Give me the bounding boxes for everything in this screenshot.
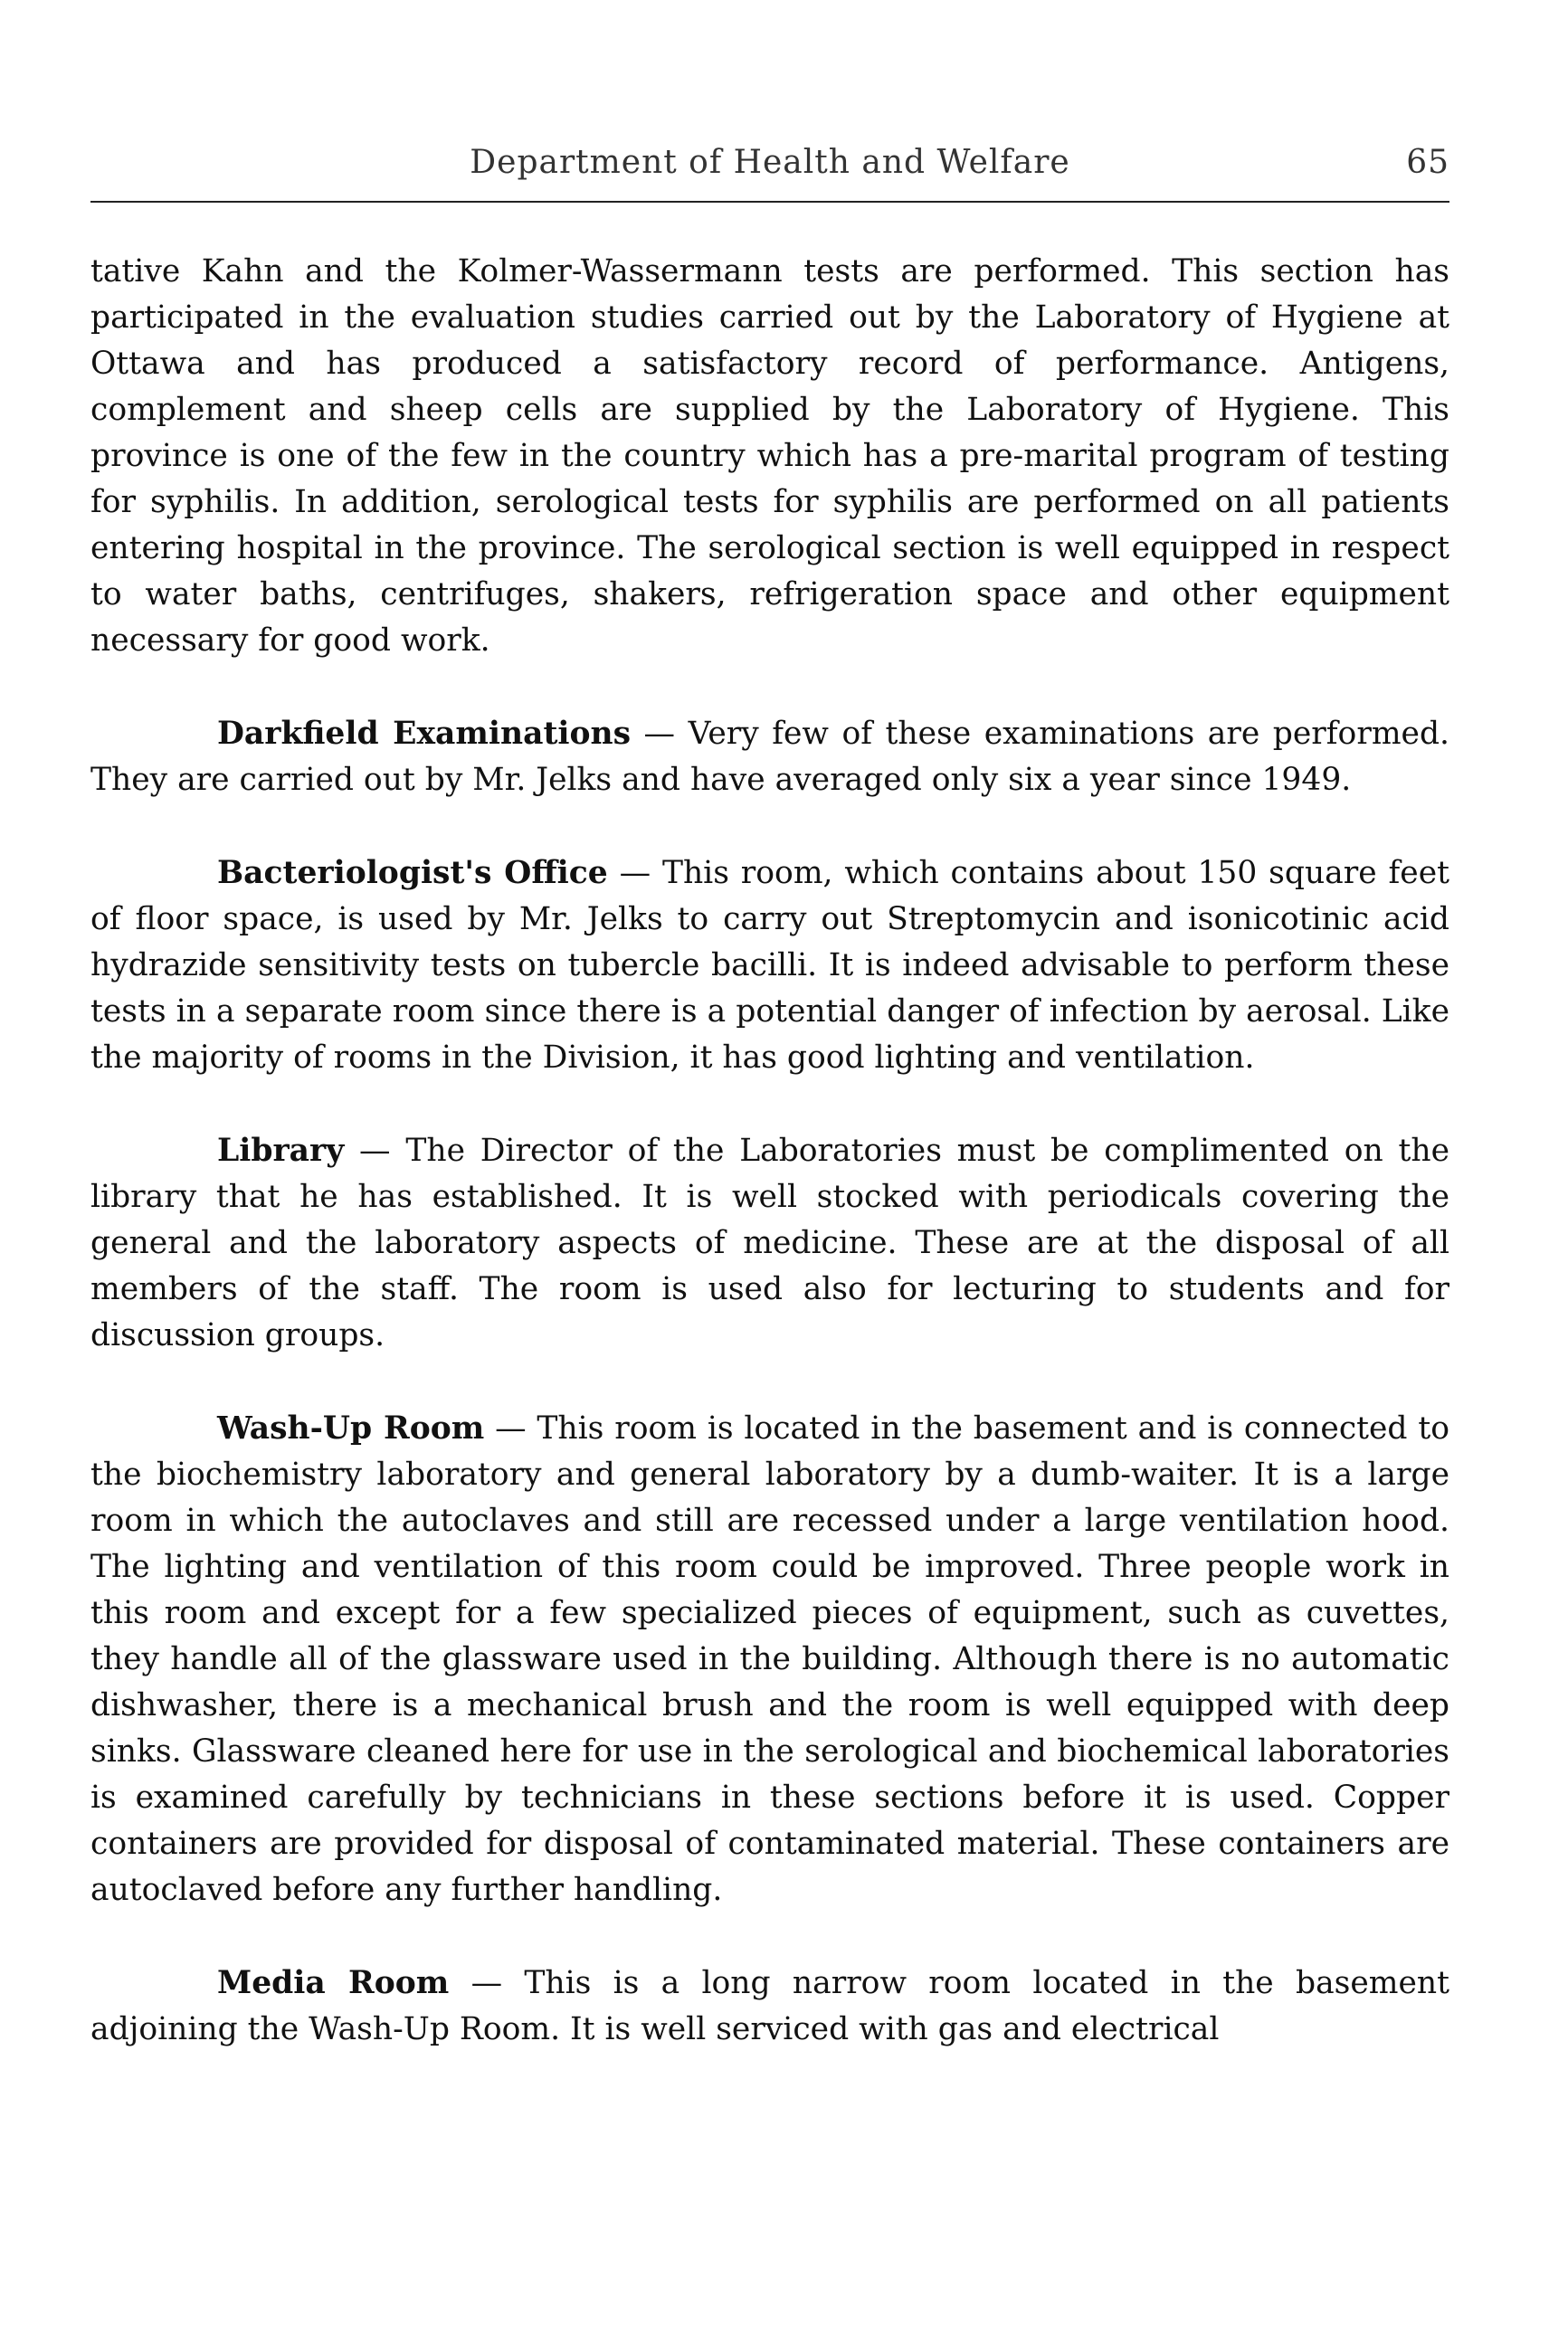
paragraph-text: — This is a long narrow room located in the basement adjoining the Wash-Up Room. It is well serviced with gas and electrical (90, 1965, 1449, 2047)
run-in-heading: Wash-Up Room (217, 1410, 485, 1447)
paragraph-text: — This room, which contains about 150 square feet of floor space, is used by Mr. Jelks to carry out Streptomycin and isonicotinic acid hydrazide sensitivity tests on tubercle bacilli. It is indeed advisable to perform these tests in a separate room since there is a potential danger of infection by aerosal. Like the majority of rooms in the Division, it has good lighting and ventilation. (90, 855, 1449, 1076)
paragraph-serology-continued (90, 249, 1449, 664)
paragraph-text: — This room is located in the basement and is connected to the biochemistry laboratory and general laboratory by a dumb-waiter. It is a large room in which the autoclaves and still are recessed under a large ventilation hood. The lighting and ventilation of this room could be improved. Three people work in this room and except for a few specialized pieces of equipment, such as cuvettes, they handle all of the glassware used in the building. Although there is no automatic dishwasher, there is a mechanical brush and the room is well equipped with deep sinks. Glassware cleaned here for use in the serological and biochemical laboratories is examined carefully by technicians in these sections before it is used. Copper containers are provided for disposal of contaminated material. These containers are autoclaved before any further handling. (90, 1410, 1449, 1908)
page-number: 65 (1406, 144, 1449, 181)
document-page (90, 136, 1449, 2047)
paragraph-bacteriologists-office (90, 850, 1449, 1081)
header-title: Department of Health and Welfare (470, 144, 1070, 181)
paragraph-text: tative Kahn and the Kolmer-Wassermann tests are performed. This section has participated in the evaluation studies carried out by the Laboratory of Hygiene at Ottawa and has produced a satisfactory record of performance. Antigens, complement and sheep cells are supplied by the Laboratory of Hygiene. This province is one of the few in the country which has a pre-marital program of testing for syphilis. In addition, serological tests for syphilis are performed on all patients entering hospital in the province. The serological section is well equipped in respect to water baths, centrifuges, shakers, refrigeration space and other equipment necessary for good work. (90, 253, 1449, 659)
run-in-heading: Bacteriologist's Office (217, 855, 608, 891)
paragraph-library (90, 1128, 1449, 1359)
paragraph-text: — The Director of the Laboratories must be complimented on the library that he has established. It is well stocked with periodicals covering the general and the laboratory aspects of medicine. These are at the disposal of all members of the staff. The room is used also for lecturing to students and for discussion groups. (90, 1133, 1449, 1353)
running-header (90, 136, 1449, 190)
paragraph-text: — Very few of these examinations are performed. They are carried out by Mr. Jelks and have averaged only six a year since 1949. (90, 716, 1449, 798)
header-rule (90, 201, 1449, 203)
paragraph-media-room (90, 1960, 1449, 2053)
paragraph-wash-up-room (90, 1406, 1449, 1913)
run-in-heading: Darkfield Examinations (217, 716, 632, 752)
run-in-heading: Media Room (217, 1965, 450, 2001)
run-in-heading: Library (217, 1133, 345, 1169)
body-text (90, 249, 1449, 2100)
paragraph-darkfield-examinations (90, 711, 1449, 803)
